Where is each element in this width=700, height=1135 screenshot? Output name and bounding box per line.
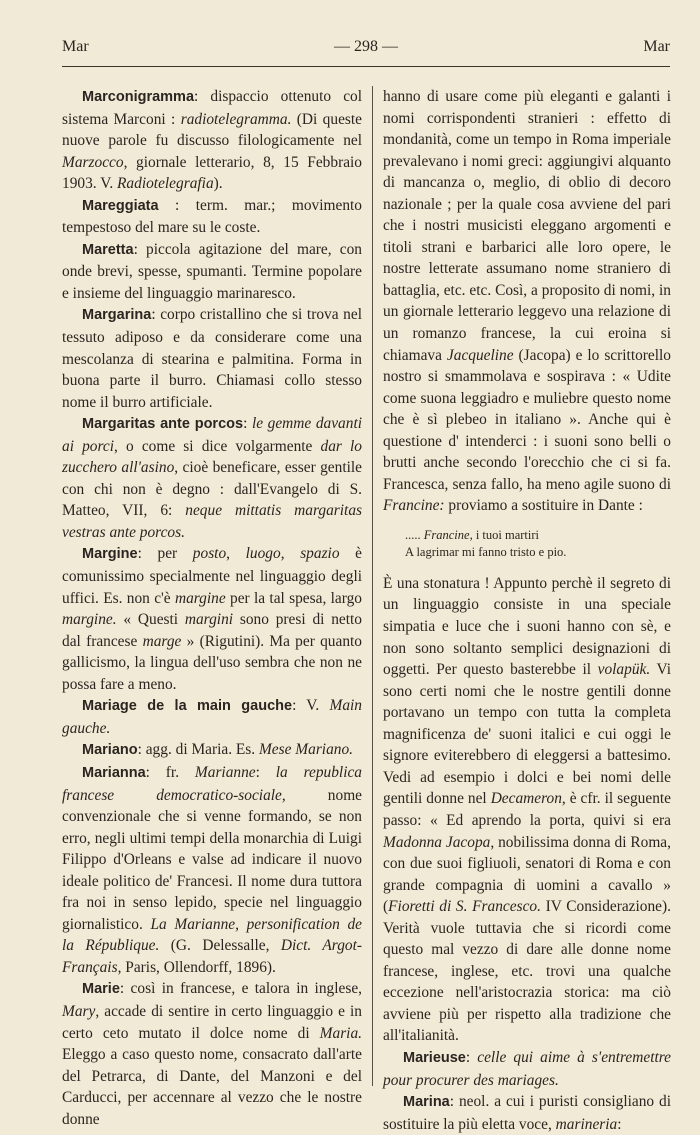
headword: Margaritas ante porcos	[82, 416, 244, 433]
entry-italic: Madonna Jacopa	[383, 833, 491, 851]
entry-italic: la republica francese democratico-sociale	[62, 763, 363, 804]
entry-text: proviamo a sostituire in Dante :	[444, 497, 643, 515]
entry-mareggiata	[62, 195, 362, 239]
entry-text: :	[465, 1048, 478, 1066]
marie-continuation-2	[383, 573, 671, 1047]
entry-italic: margini	[184, 611, 234, 629]
entry-text: È una stonatura ! Appunto perchè il segreto di un linguaggio consiste in una speciale simpatia e luce che i suoni hanno con sè, e non sono soltanto semplici designazioni di oggetti. Per questo basterebbe il	[383, 574, 671, 679]
entry-text: (Jacopa) e lo scrittorello nostro si smammolava e sospirava : « Udite come suona leggiadro e muliebre questo nome che è sì plebeo in italiano ». Anche qui è questione d' intenderci : i suoni sono belli o brutti anche secondo l'orecchio che ci si fa. Francesca, senza fallo, ha meno agile suono di	[383, 346, 671, 493]
entry-italic: radiotelegramma.	[180, 110, 292, 128]
entry-text: : agg. di Maria. Es.	[137, 741, 259, 759]
entry-text: è comunissimo specialmente nel linguaggio degli uffici. Es. non c'è	[62, 545, 362, 607]
left-column	[62, 86, 362, 1130]
entry-italic: Dict. Argot-Français	[62, 937, 362, 976]
entry-italic: margine	[174, 589, 226, 607]
entry-text: , o come si dice volgarmente	[114, 437, 321, 455]
entry-italic: Jacqueline	[446, 346, 514, 364]
entry-italic: Main gauche.	[62, 697, 362, 737]
entry-text: , nobilissima donna di Roma, con due suoi figliuoli, senatori di Roma e con grande compagnia di uomini a cavallo » (	[383, 833, 671, 916]
entry-text: : neol. a cui i puristi consigliano di sostituire la più eletta voce,	[383, 1093, 671, 1133]
entry-text: Vi sono certi nomi che le nostre gentili donne portavano un tempo con tutta la completa magnificenza de' suoni italici e cui oggi le signore eviterebbero di eleggersi a battesimo. Vedi ad esempio i dolci e bei nomi delle gentili donne nel	[383, 661, 671, 808]
headword: Marieuse	[403, 1049, 466, 1066]
entry-margaritas	[62, 413, 362, 543]
entry-italic: Radiotelegrafia	[117, 175, 214, 193]
entry-text: « Questi	[116, 611, 185, 629]
dante-quotation	[405, 527, 671, 561]
entry-text: :	[617, 1115, 622, 1133]
entry-italic: luogo	[245, 545, 281, 563]
entry-text: » (Rigutini). Ma per quanto gallicismo, la lingua dell'uso sembra che non ne possa fare a meno.	[62, 632, 362, 693]
entry-text: ,	[280, 545, 301, 563]
entry-text: : term. mar.; movimento tempestoso del mare su le coste.	[62, 196, 362, 237]
page-number: — 298 —	[334, 38, 398, 55]
entry-italic: margine.	[62, 611, 117, 629]
entry-text: per la tal spesa, largo	[225, 589, 362, 607]
entry-margarina	[62, 304, 362, 413]
entry-italic: Marianne	[194, 763, 256, 781]
entry-text: : corpo cristallino che si trova nel tessuto adiposo e da considerare come una mescolanza di stearina e palmitina. Forma in buona parte il burro. Chiamasi collo stesso nome il burro artificiale.	[62, 306, 362, 411]
entry-italic: Fioretti di S. Francesco.	[388, 898, 541, 916]
marie-continuation	[383, 86, 671, 517]
entry-italic: neque mittatis margaritas vestras ante porcos.	[62, 502, 362, 541]
headword: Marconigramma	[82, 89, 195, 105]
headword: Mariano	[82, 742, 138, 759]
entry-text: (G. Delessalle,	[159, 937, 281, 955]
entry-text: : così in francese, e talora in inglese,	[119, 980, 362, 998]
entry-italic: Mese Mariano.	[258, 741, 354, 759]
entry-text: hanno di usare come più eleganti e galanti i nomi corrispondenti stranieri : effetto di mondanità, come un tempo in Roma imperiale prevalevano i nomi greci: aggiungivi alquanto di mancanza o, meglio, di oblio di decoro nazionale ; per la quale cosa avviene del pari che i nostri musicisti eleggano argomenti e titoli strani e barbarici alle loro opere, le nostre letterate assumano nome straniero di battaglia, etc. etc. Così, a proposito di nomi, in un giornale letterario leggevo una relazione di un romanzo francese, la cui eroina si chiamava	[383, 88, 671, 364]
entry-italic: marineria	[555, 1115, 618, 1133]
entry-text: : per	[137, 545, 193, 563]
entry-text: ).	[213, 175, 223, 193]
entry-text: , giornale letterario, 8, 15 Febbraio 1903. V.	[62, 153, 362, 193]
entry-text: Eleggo a caso questo nome, consacrato dall'arte del Petrarca, di Dante, del Manzoni e del Carducci, per accennare al vezzo che le nostre donne	[62, 1046, 362, 1128]
column-divider	[372, 86, 373, 1086]
running-header	[62, 38, 670, 62]
entry-italic: volapük.	[597, 661, 651, 679]
entry-maretta	[62, 239, 362, 305]
entry-italic: Francine:	[383, 497, 445, 515]
entry-mariano	[62, 739, 362, 762]
entry-text: :	[255, 763, 276, 781]
entry-text: : fr.	[145, 763, 195, 781]
entry-text: , nome convenzionale che si venne formando, se non erro, negli ultimi tempi della monarchia di Luigi Filippo d'Orleans e valse ad indicare il nuovo ideale politico de' Francesi. Il nome dura tuttora fra noi in senso lepido, specie nel linguaggio giornalistico.	[62, 786, 362, 933]
headword: Mariage de la main gauche	[82, 698, 293, 715]
entry-text: , è cfr. il seguente passo: « Ed aprendo la porta, quivi si era	[383, 790, 671, 829]
entry-italic: Mary	[62, 1002, 96, 1020]
entry-italic: celle qui aime à s'entremettre pour procurer des mariages.	[383, 1048, 672, 1089]
entry-text: sono presi di netto dal francese	[62, 611, 362, 650]
entry-italic: marge	[142, 632, 182, 650]
entry-marieuse	[383, 1047, 671, 1091]
entry-italic: spazio	[300, 545, 340, 563]
headword: Marina	[403, 1094, 450, 1111]
entry-italic: Marzocco	[62, 153, 124, 171]
verse-text: i tuoi martiri	[472, 527, 540, 542]
headword: Marianna	[82, 764, 146, 781]
entry-italic: le gemme davanti ai porci	[62, 415, 362, 455]
entry-text: ,	[226, 545, 246, 563]
verse-text: .....	[405, 527, 424, 542]
entry-text: (Di queste nuove parole fu discusso filologicamente nel	[62, 110, 363, 150]
entry-margine	[62, 543, 362, 695]
header-rule	[62, 66, 670, 67]
entry-mariage	[62, 695, 362, 739]
entry-text: IV Considerazione). Verità vuole tuttavia che si ricordi come questo mal vezzo di dare alle donne nome francese, inglese, etc. trovi una qualche eccezione nell'aristocrazia storica: ma ciò avviene più per rispetto alla tradizione che all'italianità.	[383, 898, 671, 1045]
right-column	[383, 86, 671, 1135]
headword: Mareggiata	[82, 197, 159, 214]
entry-italic: dar lo zucchero all'asino	[62, 437, 362, 477]
entry-marianna	[62, 762, 362, 978]
entry-italic: Decameron	[490, 790, 562, 808]
verse-line-2: A lagrimar mi fanno tristo e pio.	[405, 544, 567, 559]
verse-line-1	[405, 527, 671, 544]
header-right-guideword: Mar	[643, 38, 670, 55]
entry-text: : piccola agitazione del mare, con onde brevi, spesse, spumanti. Termine popolare e insieme del linguaggio marinaresco.	[62, 240, 362, 302]
entry-text: : dispaccio ottenuto col sistema Marconi :	[62, 88, 362, 128]
entry-text: , cioè beneficare, esser gentile con chi non è degno : dall'Evangelo di S. Matteo, VII, 6:	[62, 459, 362, 520]
entry-text: : V.	[292, 697, 330, 715]
entry-text: , Paris, Ollendorff, 1896).	[117, 958, 276, 976]
entry-marina	[383, 1091, 671, 1135]
headword: Margarina	[82, 307, 152, 324]
entry-text: , accade di sentire in certo linguaggio e in certo ceto mutato il dolce nome di	[62, 1002, 362, 1042]
entry-italic: Maria.	[319, 1024, 362, 1042]
headword: Maretta	[82, 241, 134, 258]
entry-italic: posto	[192, 545, 227, 563]
header-left-guideword: Mar	[62, 38, 89, 55]
headword: Marie	[82, 981, 120, 998]
entry-marie	[62, 978, 362, 1130]
verse-italic: Francine,	[423, 527, 473, 542]
headword: Margine	[82, 546, 138, 563]
entry-text: :	[243, 415, 252, 433]
entry-marconigramma	[62, 86, 362, 195]
entry-italic: La Marianne, personification de la République.	[62, 915, 362, 955]
